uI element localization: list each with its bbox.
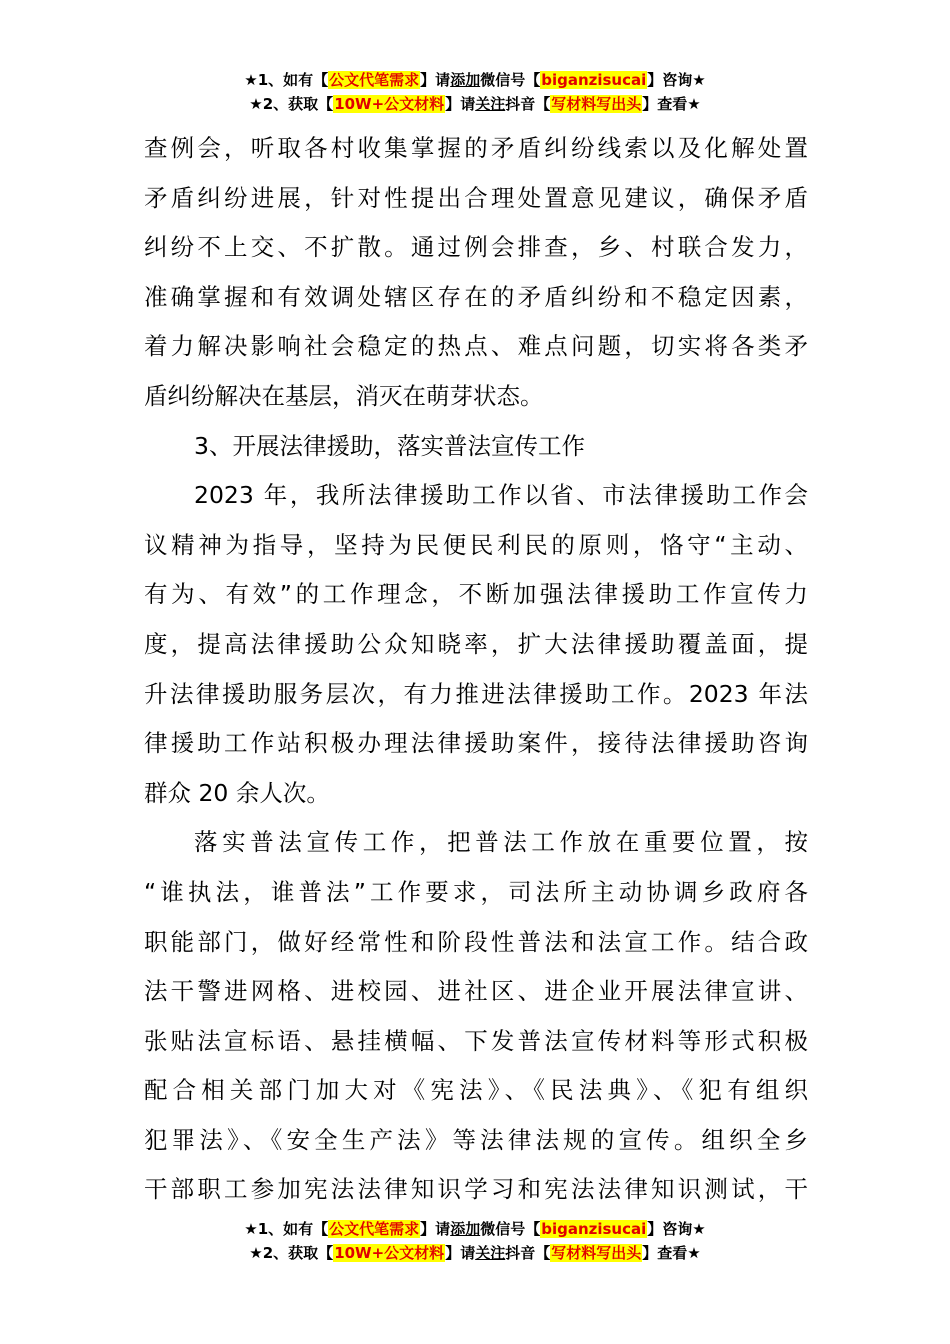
- text-line: 落实普法宣传工作，把普法工作放在重要位置，按: [194, 828, 808, 857]
- banner-text: 微信号【: [480, 71, 541, 89]
- text-line: 纠纷不上交、不扩散。通过例会排查，乡、村联合发力，: [144, 233, 808, 262]
- banner-text: 】查看★: [642, 95, 701, 113]
- banner-text: 】咨询★: [647, 71, 706, 89]
- banner-underlined: 关注: [475, 1244, 506, 1262]
- text-line: 群众 20 余人次。: [144, 778, 330, 807]
- banner-text: ★1、如有【: [244, 1220, 329, 1238]
- footer-banner-line-2: [0, 1242, 950, 1264]
- text-line: 议精神为指导，坚持为民便民利民的原则，恪守“主动、: [144, 530, 808, 559]
- banner-text: 】请: [445, 95, 476, 113]
- banner-text: 抖音【: [505, 1244, 551, 1262]
- banner-text: ★2、获取【: [249, 95, 334, 113]
- text-line: 法干警进网格、进校园、进社区、进企业开展法律宣讲、: [144, 977, 808, 1006]
- text-line: 职能部门，做好经常性和阶段性普法和法宣工作。结合政: [144, 927, 808, 956]
- text-line: 律援助工作站积极办理法律援助案件，接待法律援助咨询: [144, 729, 808, 758]
- footer-banner-line-1: [0, 1218, 950, 1240]
- text-line: 准确掌握和有效调处辖区存在的矛盾纠纷和不稳定因素，: [144, 282, 808, 311]
- banner-highlight: 写材料写出头: [551, 1244, 642, 1262]
- text-line: 着力解决影响社会稳定的热点、难点问题，切实将各类矛: [144, 332, 808, 361]
- banner-underlined: 添加: [450, 71, 481, 89]
- banner-highlight: 10W+公文材料: [334, 1244, 445, 1262]
- text-line: 干部职工参加宪法法律知识学习和宪法法律知识测试，干: [144, 1175, 808, 1204]
- banner-text: 】请: [420, 71, 451, 89]
- banner-text: 】请: [420, 1220, 451, 1238]
- banner-highlight: 写材料写出头: [551, 95, 642, 113]
- text-line: 配合相关部门加大对《宪法》、《民法典》、《犯有组织: [144, 1076, 808, 1105]
- text-line: 度，提高法律援助公众知晓率，扩大法律援助覆盖面，提: [144, 629, 808, 658]
- banner-text: 微信号【: [480, 1220, 541, 1238]
- banner-highlight: 10W+公文材料: [334, 95, 445, 113]
- document-body: [144, 124, 808, 1215]
- section-heading: 3、开展法律援助，落实普法宣传工作: [194, 431, 585, 460]
- banner-highlight: 公文代笔需求: [329, 71, 420, 89]
- text-line: “谁执法，谁普法”工作要求，司法所主动协调乡政府各: [144, 877, 808, 906]
- text-line: 犯罪法》、《安全生产法》等法律法规的宣传。组织全乡: [144, 1125, 808, 1154]
- text-line: 查例会，听取各村收集掌握的矛盾纠纷线索以及化解处置: [144, 134, 808, 162]
- banner-text: 】咨询★: [647, 1220, 706, 1238]
- banner-underlined: 关注: [475, 95, 506, 113]
- banner-text: 】查看★: [642, 1244, 701, 1262]
- text-line: 升法律援助服务层次，有力推进法律援助工作。2023 年法: [144, 679, 808, 708]
- banner-text: 】请: [445, 1244, 476, 1262]
- header-banner-line-2: [0, 93, 950, 115]
- text-line: 矛盾纠纷进展，针对性提出合理处置意见建议，确保矛盾: [144, 183, 808, 212]
- banner-highlight: 公文代笔需求: [329, 1220, 420, 1238]
- text-line: 张贴法宣标语、悬挂横幅、下发普法宣传材料等形式积极: [144, 1026, 808, 1055]
- banner-highlight-wechat-id: biganzisucai: [541, 71, 647, 89]
- header-banner-line-1: [0, 69, 950, 91]
- banner-text: ★2、获取【: [249, 1244, 334, 1262]
- banner-text: 抖音【: [505, 95, 551, 113]
- banner-text: ★1、如有【: [244, 71, 329, 89]
- banner-highlight-wechat-id: biganzisucai: [541, 1220, 647, 1238]
- text-line: 有为、有效”的工作理念，不断加强法律援助工作宣传力: [144, 580, 808, 609]
- banner-underlined: 添加: [450, 1220, 481, 1238]
- text-line: 2023 年，我所法律援助工作以省、市法律援助工作会: [194, 481, 808, 510]
- text-line: 盾纠纷解决在基层，消灭在萌芽状态。: [144, 381, 544, 410]
